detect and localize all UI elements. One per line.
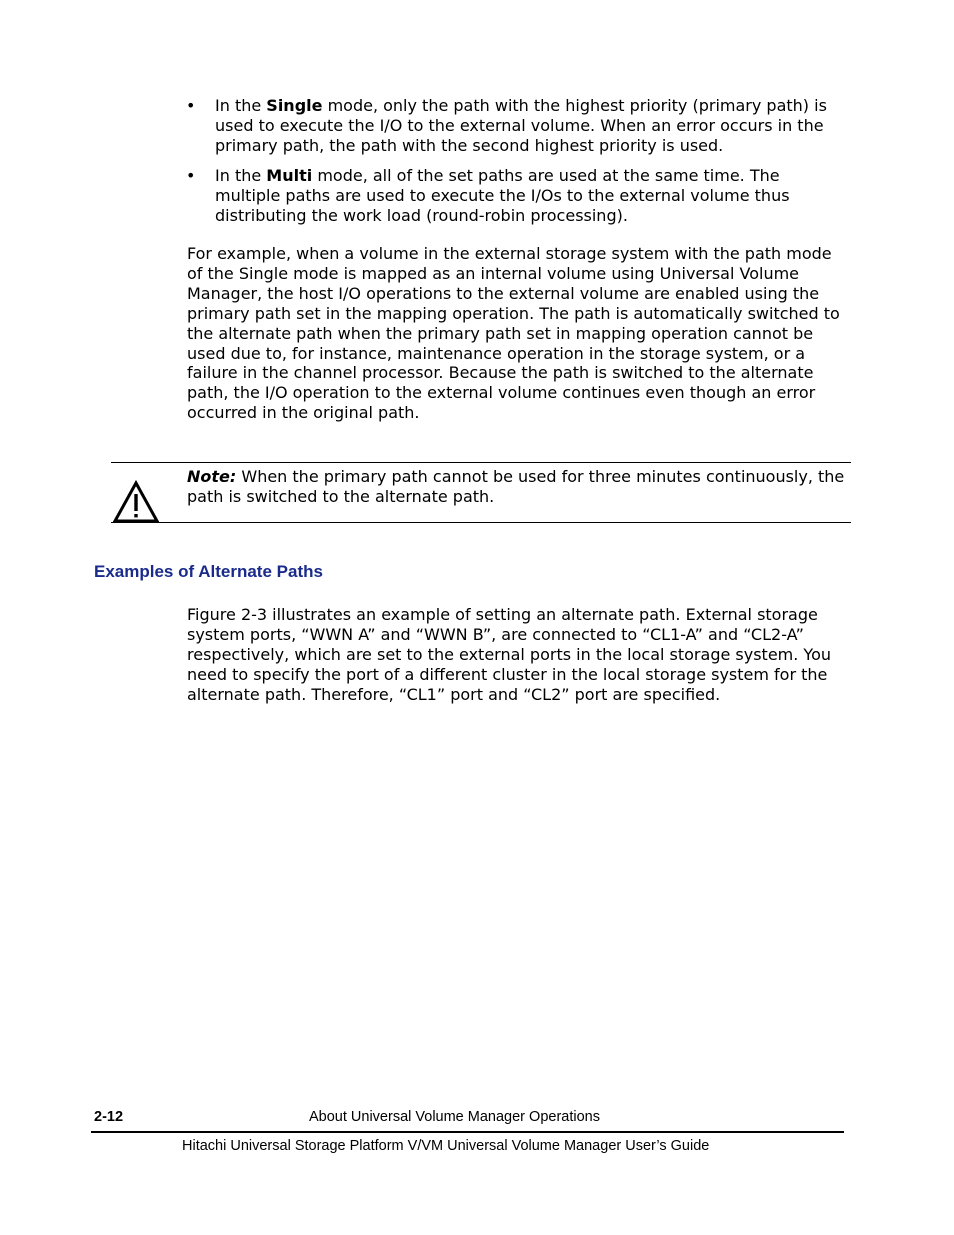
guide-title: Hitachi Universal Storage Platform V/VM Universal Volume Manager User’s Guide <box>182 1138 710 1154</box>
note-top-rule <box>111 462 851 463</box>
bullet-item-multi-mode: • In the Multi mode, all of the set paths are used at the same time. The multiple paths are used to execute the I/Os to the external volume thus distributing the work load (round-robin processing). <box>186 166 790 225</box>
bullet-item-single-mode: • In the Single mode, only the path with the highest priority (primary path) is used to execute the I/O to the external volume. When an error occurs in the primary path, the path with the second highest priority is used. <box>186 96 827 155</box>
warning-triangle-icon <box>113 480 159 523</box>
figure-description-paragraph: Figure 2-3 illustrates an example of setting an alternate path. External storage system ports, “WWN A” and “WWN B”, are connected to “CL1-A” and “CL2-A” respectively, which are set to the external ports in the local storage system. You need to specify the port of a different cluster in the local storage system for the alternate path. Therefore, “CL1” port and “CL2” port are specified. <box>187 605 831 704</box>
mode-name: Single <box>266 96 323 115</box>
note-text: Note: When the primary path cannot be used for three minutes continuously, the path is switched to the alternate path. <box>187 467 845 506</box>
bullet-dot: • <box>186 166 196 185</box>
bullet-dot: • <box>186 96 196 115</box>
footer-rule <box>91 1131 844 1133</box>
note-bottom-rule <box>111 522 851 523</box>
section-heading: Examples of Alternate Paths <box>94 562 323 581</box>
note-label: Note: <box>187 467 237 486</box>
chapter-title: About Universal Volume Manager Operations <box>309 1109 600 1125</box>
page-number: 2-12 <box>94 1109 124 1125</box>
example-paragraph: For example, when a volume in the external storage system with the path mode of the Single mode is mapped as an internal volume using Universal Volume Manager, the host I/O operations to the external volume are enabled using the primary path set in the mapping operation. The path is automatically switched to the alternate path when the primary path set in mapping operation cannot be used due to, for instance, maintenance operation in the storage system, or a failure in the channel processor. Because the path is switched to the alternate path, the I/O operation to the external volume continues even though an error occurred in the original path. <box>187 244 840 423</box>
mode-name: Multi <box>266 166 313 185</box>
